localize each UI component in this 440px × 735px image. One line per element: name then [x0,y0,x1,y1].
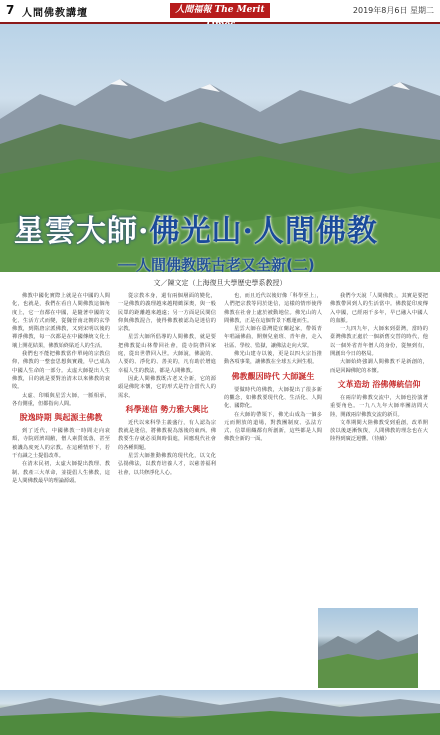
paragraph: 在大師的帶領下，佛光山成為一個多元而開放的道場，對教團制度、弘法方式、信眾組織都有所創新，這些都是人間佛教全新的一面。 [224,411,322,443]
paragraph: 太虛、印順與星雲大師，一脈相承，各有側重，但都指向人間。 [12,392,110,407]
paragraph: 文革期間大陸佛教受到重創，改革開放以後逐漸恢復，人間佛教的理念也在大陸得到廣泛迴響。（待續） [330,419,428,443]
page-header [0,0,440,24]
paragraph: 大師始終強調人間佛教不是新創的，而是回歸佛陀的本懷。 [330,359,428,374]
paragraph: 因此人間佛教既古老又全新，它的源頭是佛陀本懷，它的形式是符合當代人的需求。 [118,375,216,399]
subheading: 文革造劫 浴佛傳統信仰 [337,379,421,389]
footer-landscape-image [0,690,440,735]
paragraph: 星雲大師推動佛教的現代化，以文化弘揚佛法，以教育培養人才，以慈善福利社會，以共修淨化人心。 [118,453,216,476]
newspaper-name: 人間福報 [175,5,212,15]
paragraph: 一九四九年，大師來到臺灣，當時的臺灣佛教正處於一個新舊交替的時代，他以一個外省青年僧人的身份，從無到有，開創出今日的格局。 [330,326,428,358]
paragraph: 要做時代的佛教，大師提出了很多新的觀念，如佛教要現代化、生活化、人間化、國際化。 [224,386,322,410]
paragraph: 佛光山建寺以後，更是以四大宗旨推動各項事業，讓佛教在全球五大洲生根。 [224,351,322,366]
article-column-1 [12,292,110,687]
paragraph: 近代以來科學主義盛行，有人認為宗教就是迷信，將佛教視為落後的東西。佛教要生存就必須與時俱進，回應現代社會的各種問題。 [118,419,216,451]
newspaper-logo [170,3,270,18]
page-number: 7 [6,3,15,17]
section-title: 人間佛教講壇 [22,8,88,19]
author-byline: 文／陳文定（上海復旦大學歷史學系教授） [153,279,287,287]
paragraph: 從宗教本身，還有兩個層面的變化，一是佛教的義理越來越精緻深奧，與一般民眾的距離越來越遠；另一方面是民間信仰與佛教混合，使得佛教被認為是迷信的宗教。 [118,293,216,333]
paragraph: 也，而且近代以後好像「科學至上」，人們把宗教等同於迷信，這樣的情形使得佛教在社會上處於被動地位。佛光山的人間佛教，正是在這個背景下應運而生。 [224,293,322,324]
paragraph: 在清末民初，太虛大師提出教理、教制、教產三大革命，並提倡人生佛教，這是人間佛教最早的理論源頭。 [12,461,110,484]
newspaper-name-en: The Merit [214,5,265,15]
hero-title [14,206,378,250]
hero-title-left: 星雲大師 [14,214,138,249]
paragraph: 星雲大師在臺灣從宜蘭起家，帶領青年唱誦佛曲，開辦兒童班、青年會，走入社區、學校、監獄，讓佛法走向大眾。 [224,326,322,349]
landscape-photo [318,608,418,688]
hero-subtitle: ──人間佛教既古老又全新(二) [118,256,315,272]
paragraph: 我們也不能把佛教當作單純的宗教信仰，佛教的一整套思想與實踐，早已成為中國人生命的一部分。太虛大師提出人生佛教，目的就是要對治清末以來佛教的衰敗。 [12,351,110,391]
hero-title-dot: · [138,214,150,249]
paragraph: 到了近代，中國佛教一時間走向衰頹，寺院經濟凋敝，僧人素質低落，甚至被譏為度死人的宗教。在這種情形下，若干有識之士提倡改革。 [12,428,110,460]
mountain-photo-image [318,608,418,688]
paragraph: 我們今天說「人間佛教」，其實是要把佛教帶回到人的生活當中。佛教從印度傳入中國，已經兩千多年，早已融入中國人的血脈。 [330,293,428,324]
subheading: 科學迷信 勢力雅大興比 [125,404,209,414]
footer-mountain-image [0,690,440,735]
hero-title-right: 佛光山·人間佛教 [149,214,378,249]
subheading: 脫逸時期 與起源主佛教 [19,413,103,423]
subheading: 佛教觀因時代 大師誕生 [231,371,315,381]
paragraph: 佛教中國化實際上就是在中國的人間化，也就是，我們在看自人間佛教這個角度上，它一直都在中國，是隨著中國的文化、生活方式而變，從魏晉南北朝的玄學佛教，到隋唐宗派佛教，又到宋明以後的禪淨佛教，每一次都是在中國傳統文化土壤上開花結果，佛教始終貼近人的生活。 [12,293,110,349]
paragraph: 在兩岸的佛教交流中，大師也扮演著重要角色。一九八九年大師率團訪問大陸，開啟兩岸佛教交流的新頁。 [330,394,428,418]
hero-banner [0,24,440,272]
paragraph: 星雲大師所倡導的人間佛教，就是要把佛教從山林帶回社會，從寺院帶回家庭，從出世帶回入世。大師說，佛說的、人要的、淨化的、善美的，凡有助於增進幸福人生的教法，都是人間佛教。 [118,334,216,374]
article-column-3 [224,292,322,687]
issue-date: 2019年8月6日 星期二 [352,6,434,15]
article-column-2 [118,292,216,687]
